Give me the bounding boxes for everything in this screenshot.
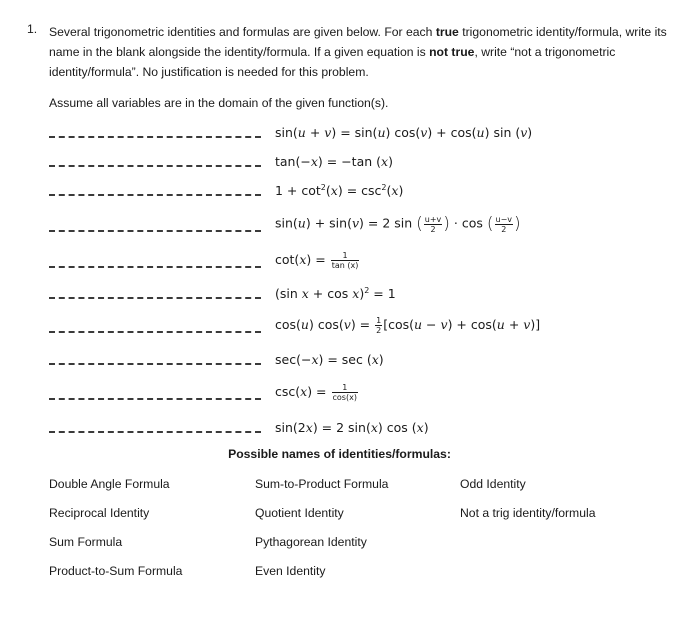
identity-row-5 bbox=[49, 246, 669, 272]
name-option: Sum Formula bbox=[49, 535, 123, 549]
name-option: Pythagorean Identity bbox=[255, 535, 367, 549]
identity-row-4 bbox=[49, 210, 669, 236]
formula-cot-reciprocal: cot(x) = $\frac{1}{\tan (x)}$ bbox=[275, 251, 359, 270]
emphasis-not-true: not true bbox=[429, 45, 475, 59]
name-option: Double Angle Formula bbox=[49, 477, 170, 491]
formula-sec-negative: sec(−x) = sec (x) bbox=[275, 352, 384, 367]
answer-blank-6[interactable] bbox=[49, 297, 261, 299]
answer-blank-4[interactable] bbox=[49, 230, 261, 232]
formula-tan-negative: tan(−x) = −tan (x) bbox=[275, 154, 393, 169]
identity-row-8 bbox=[49, 347, 669, 369]
answer-blank-2[interactable] bbox=[49, 165, 261, 167]
name-option: Reciprocal Identity bbox=[49, 506, 150, 520]
formula-double-angle-sine: sin(2x) = 2 sin(x) cos (x) bbox=[275, 420, 429, 435]
answer-blank-1[interactable] bbox=[49, 136, 261, 138]
identity-row-1 bbox=[49, 120, 669, 142]
domain-assumption: Assume all variables are in the domain of the given function(s). bbox=[49, 96, 389, 110]
identity-row-9 bbox=[49, 378, 669, 404]
formula-csc-over-cos: csc(x) = $\frac{1}{\cos(x)}$ bbox=[275, 383, 357, 402]
identity-row-7 bbox=[49, 313, 669, 337]
formula-sum-sine: sin(u + v) = sin(u) cos(v) + cos(u) sin (v) bbox=[275, 125, 533, 140]
answer-blank-8[interactable] bbox=[49, 363, 261, 365]
formula-sin-plus-cos-squared: (sin x + cos x)$^2$ = 1 bbox=[275, 285, 396, 301]
name-option: Sum-to-Product Formula bbox=[255, 477, 389, 491]
name-option: Even Identity bbox=[255, 564, 326, 578]
question-number: 1. bbox=[27, 22, 38, 36]
name-option: Quotient Identity bbox=[255, 506, 344, 520]
answer-blank-9[interactable] bbox=[49, 398, 261, 400]
name-option: Odd Identity bbox=[460, 477, 526, 491]
answer-blank-5[interactable] bbox=[49, 266, 261, 268]
answer-blank-7[interactable] bbox=[49, 331, 261, 333]
formula-sum-to-product: sin(u) + sin(v) = 2 sin ( $\frac{u+v}{2}$ ) · cos ( $\frac{u-v}{2}$ ) bbox=[275, 214, 521, 234]
names-section-title: Possible names of identities/formulas: bbox=[228, 447, 451, 461]
identity-row-6 bbox=[49, 281, 669, 303]
emphasis-true: true bbox=[435, 25, 459, 39]
identity-row-3 bbox=[49, 178, 669, 200]
question-instructions: Several trigonometric identities and formulas are given below. For each true trigonometric identity/formula, write its name in the blank alongside the identity/formula. If a given equation is not true, write “not a trigonometric identity/formula”. No justification is needed for this problem. bbox=[49, 25, 667, 79]
formula-pythagorean-cot: $1 + \cot^2(x) = \csc^2(x)$ bbox=[275, 182, 404, 198]
formula-product-to-sum: cos(u) cos(v) = $\frac{1}{2}$ [cos(u − v) + cos(u + v)] bbox=[275, 316, 541, 335]
identity-row-2 bbox=[49, 149, 669, 171]
answer-blank-3[interactable] bbox=[49, 194, 261, 196]
name-option: Product-to-Sum Formula bbox=[49, 564, 183, 578]
answer-blank-10[interactable] bbox=[49, 431, 261, 433]
name-option: Not a trig identity/formula bbox=[460, 506, 596, 520]
identity-row-10 bbox=[49, 415, 669, 437]
